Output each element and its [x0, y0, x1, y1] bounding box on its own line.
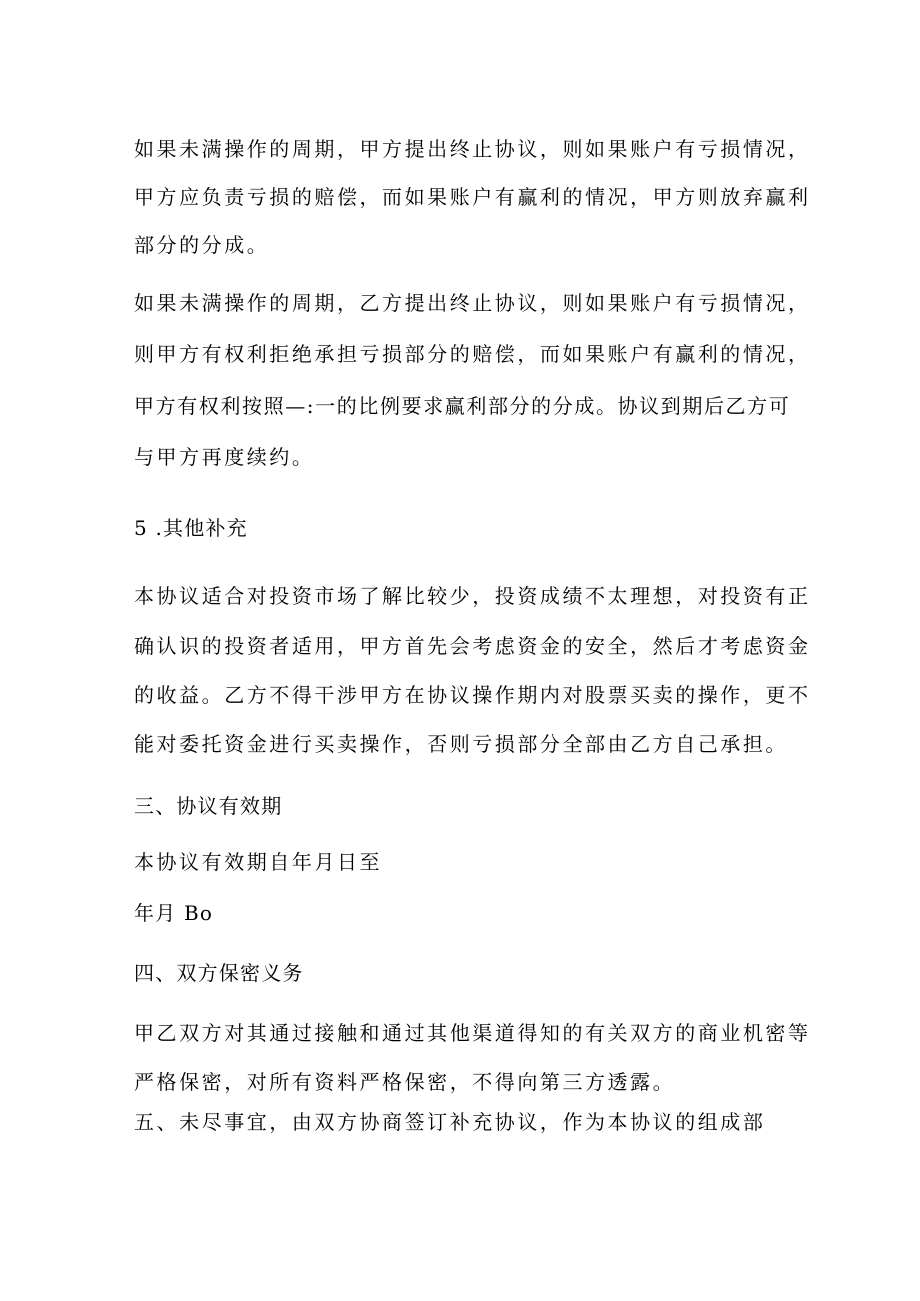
section-heading: 四、双方保密义务: [134, 961, 304, 985]
paragraph-line: 能对委托资金进行买卖操作，否则亏损部分全部由乙方自己承担。: [134, 732, 788, 756]
section-heading: 5 .其他补充: [134, 516, 248, 540]
section-heading: 三、协议有效期: [134, 794, 283, 818]
paragraph-line: 年月 Bo: [134, 901, 214, 925]
paragraph-line: 部分的分成。: [134, 233, 270, 257]
paragraph-line: 确认识的投资者适用，甲方首先会考虑资金的安全，然后才考虑资金: [134, 634, 811, 658]
paragraph-line: 如果未满操作的周期，乙方提出终止协议，则如果账户有亏损情况，: [134, 291, 811, 315]
section-heading: 五、未尽事宜，由双方协商签订补充协议，作为本协议的组成部: [134, 1110, 766, 1134]
paragraph-line: 的收益。乙方不得干涉甲方在协议操作期内对股票买卖的操作，更不: [134, 683, 811, 707]
paragraph-line: 甲乙双方对其通过接触和通过其他渠道得知的有关双方的商业机密等: [134, 1021, 811, 1045]
paragraph-line: 则甲方有权利拒绝承担亏损部分的赔偿，而如果账户有赢利的情况，: [134, 342, 811, 366]
paragraph-line: 甲方应负责亏损的赔偿，而如果账户有赢利的情况，甲方则放弃赢利: [134, 185, 811, 209]
paragraph-line: 本协议有效期自年月日至: [134, 850, 383, 874]
paragraph-line: 与甲方再度续约。: [134, 445, 315, 469]
paragraph-line: 如果未满操作的周期，甲方提出终止协议，则如果账户有亏损情况，: [134, 137, 811, 161]
paragraph-line: 甲方有权利按照—:一的比例要求赢利部分的分成。协议到期后乙方可: [134, 394, 791, 418]
paragraph-line: 严格保密，对所有资料严格保密，不得向第三方透露。: [134, 1070, 676, 1094]
paragraph-line: 本协议适合对投资市场了解比较少，投资成绩不太理想，对投资有正: [134, 584, 811, 608]
